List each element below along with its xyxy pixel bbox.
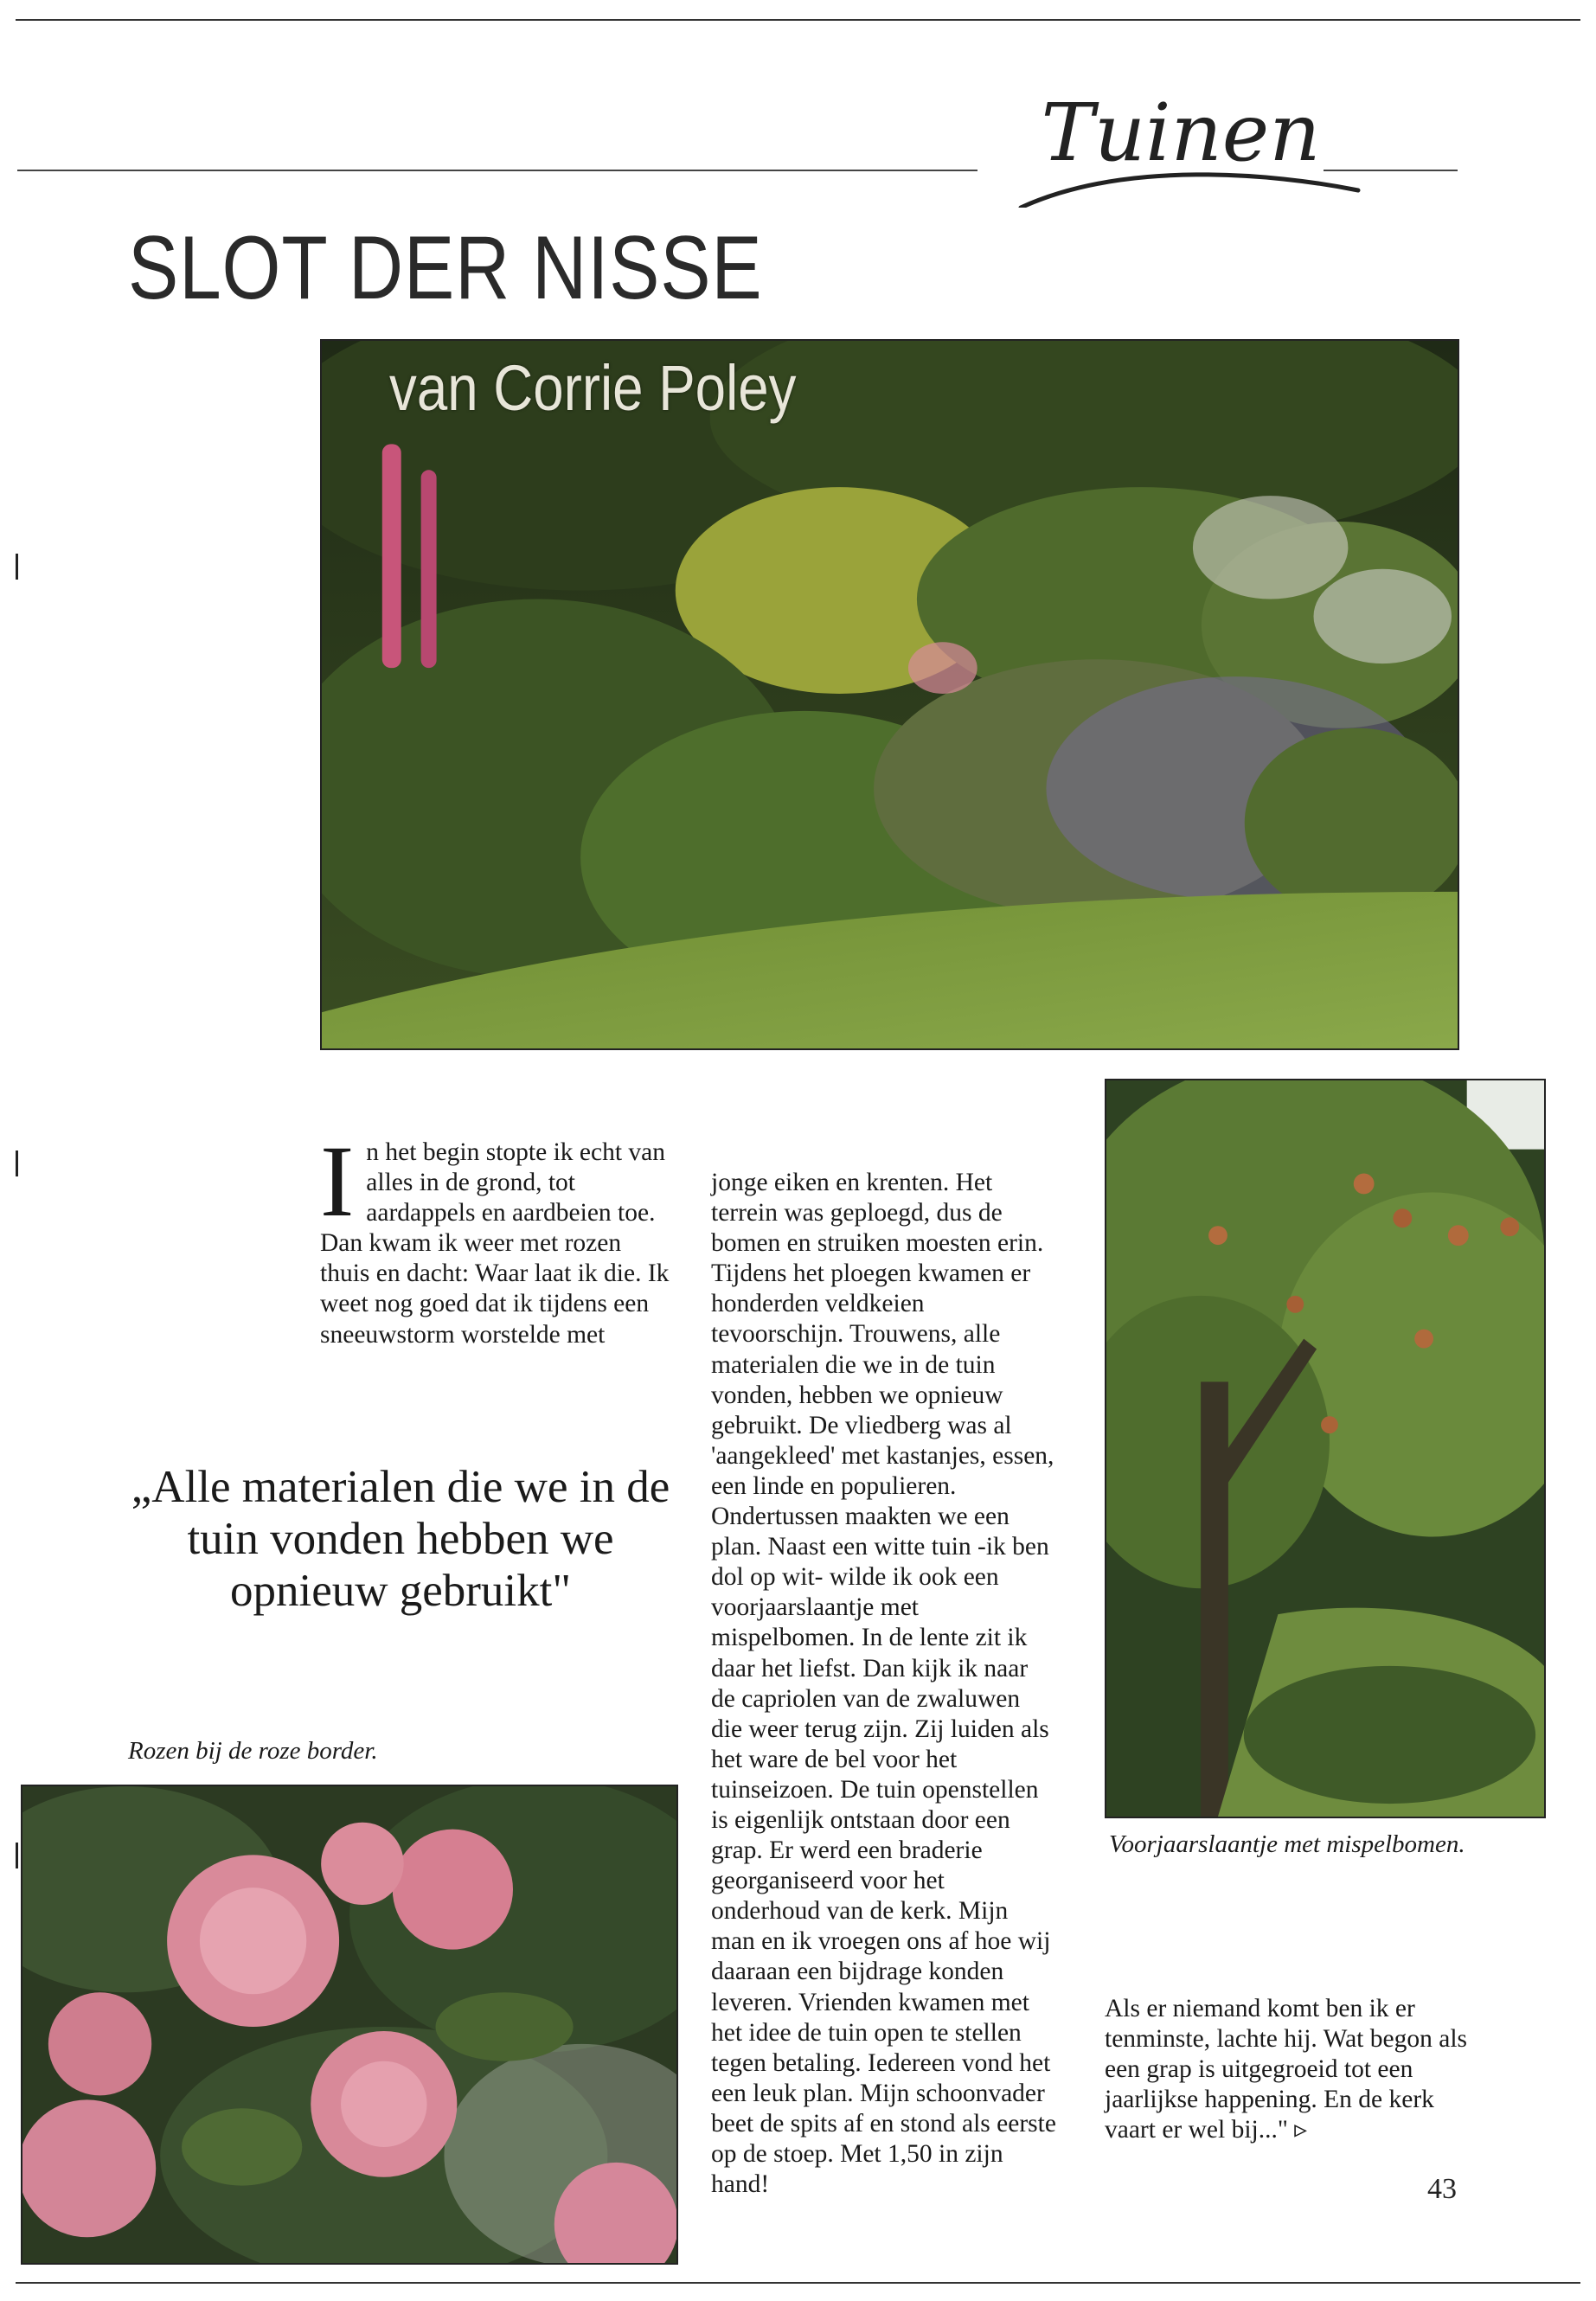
roses-photo <box>21 1785 678 2265</box>
margin-mark <box>16 1150 18 1176</box>
medlar-trees-photo <box>1105 1079 1546 1818</box>
margin-mark <box>16 554 18 580</box>
article-col-2: jonge eiken en krenten. Het terrein was geploegd, dus de bomen en struiken moesten erin. Tijdens het ploegen kwamen er honderden veldkeien tevoorschijn. Trouwens, alle materialen die we in de tuin vonden, hebben we opnieuw gebruikt. De vliedberg was al 'aangekleed' met kastanjes, essen, een linde en populieren. Ondertussen maakten we een plan. Naast een witte tuin -ik ben dol op wit- wilde ik ook een voorjaarslaantje met mispelbomen. In de lente zit ik daar het liefst. Dan kijk ik naar de capriolen van de zwaluwen die weer terug zijn. Zij luiden als het ware de bel voor het tuinseizoen. De tuin openstellen is eigenlijk ontstaan door een grap. Er werd een braderie georganiseerd voor het onderhoud van de kerk. Mijn man en ik vroegen ons af hoe wij daaraan een bijdrage konden leveren. Vrienden kwamen met het idee de tuin open te stellen tegen betaling. Iedereen vond het een leuk plan. Mijn schoonvader beet de spits af en stond als eerste op de stoep. Met 1,50 in zijn hand! <box>711 1169 1056 2199</box>
pull-quote: „Alle materialen die we in de tuin vonden hebben we opnieuw gebruikt" <box>131 1462 670 1616</box>
article-col-3: Als er niemand komt ben ik er tenminste, lachte hij. Wat begon als een grap is uitgegroeid tot een jaarlijkse happening. En de kerk vaart er wel bij..." ▹ <box>1105 1995 1467 2144</box>
page-number: 43 <box>1427 2173 1457 2205</box>
medlar-caption: Voorjaarslaantje met mispelbomen. <box>1109 1830 1465 1858</box>
garden-border-photo <box>320 339 1459 1050</box>
section-label <box>995 78 1367 208</box>
article-col-1 <box>320 1125 670 1350</box>
roses-caption: Rozen bij de roze border. <box>128 1737 378 1765</box>
section-label-text: Tuinen <box>1041 87 1321 179</box>
header-rule-left <box>17 170 977 171</box>
page-title: SLOT DER NISSE <box>128 218 763 318</box>
byline: van Corrie Poley <box>389 352 797 424</box>
article-col-1-text: n het begin stopte ik echt van alles in de grond, tot aardappels en aardbeien toe. Dan kwam ik weer met rozen thuis en dacht: Waar laat ik die. Ik weet nog goed dat ik tijdens een sneeuwstorm worstelde met <box>320 1138 670 1349</box>
margin-mark <box>16 1843 18 1868</box>
drop-cap: I <box>320 1125 355 1238</box>
